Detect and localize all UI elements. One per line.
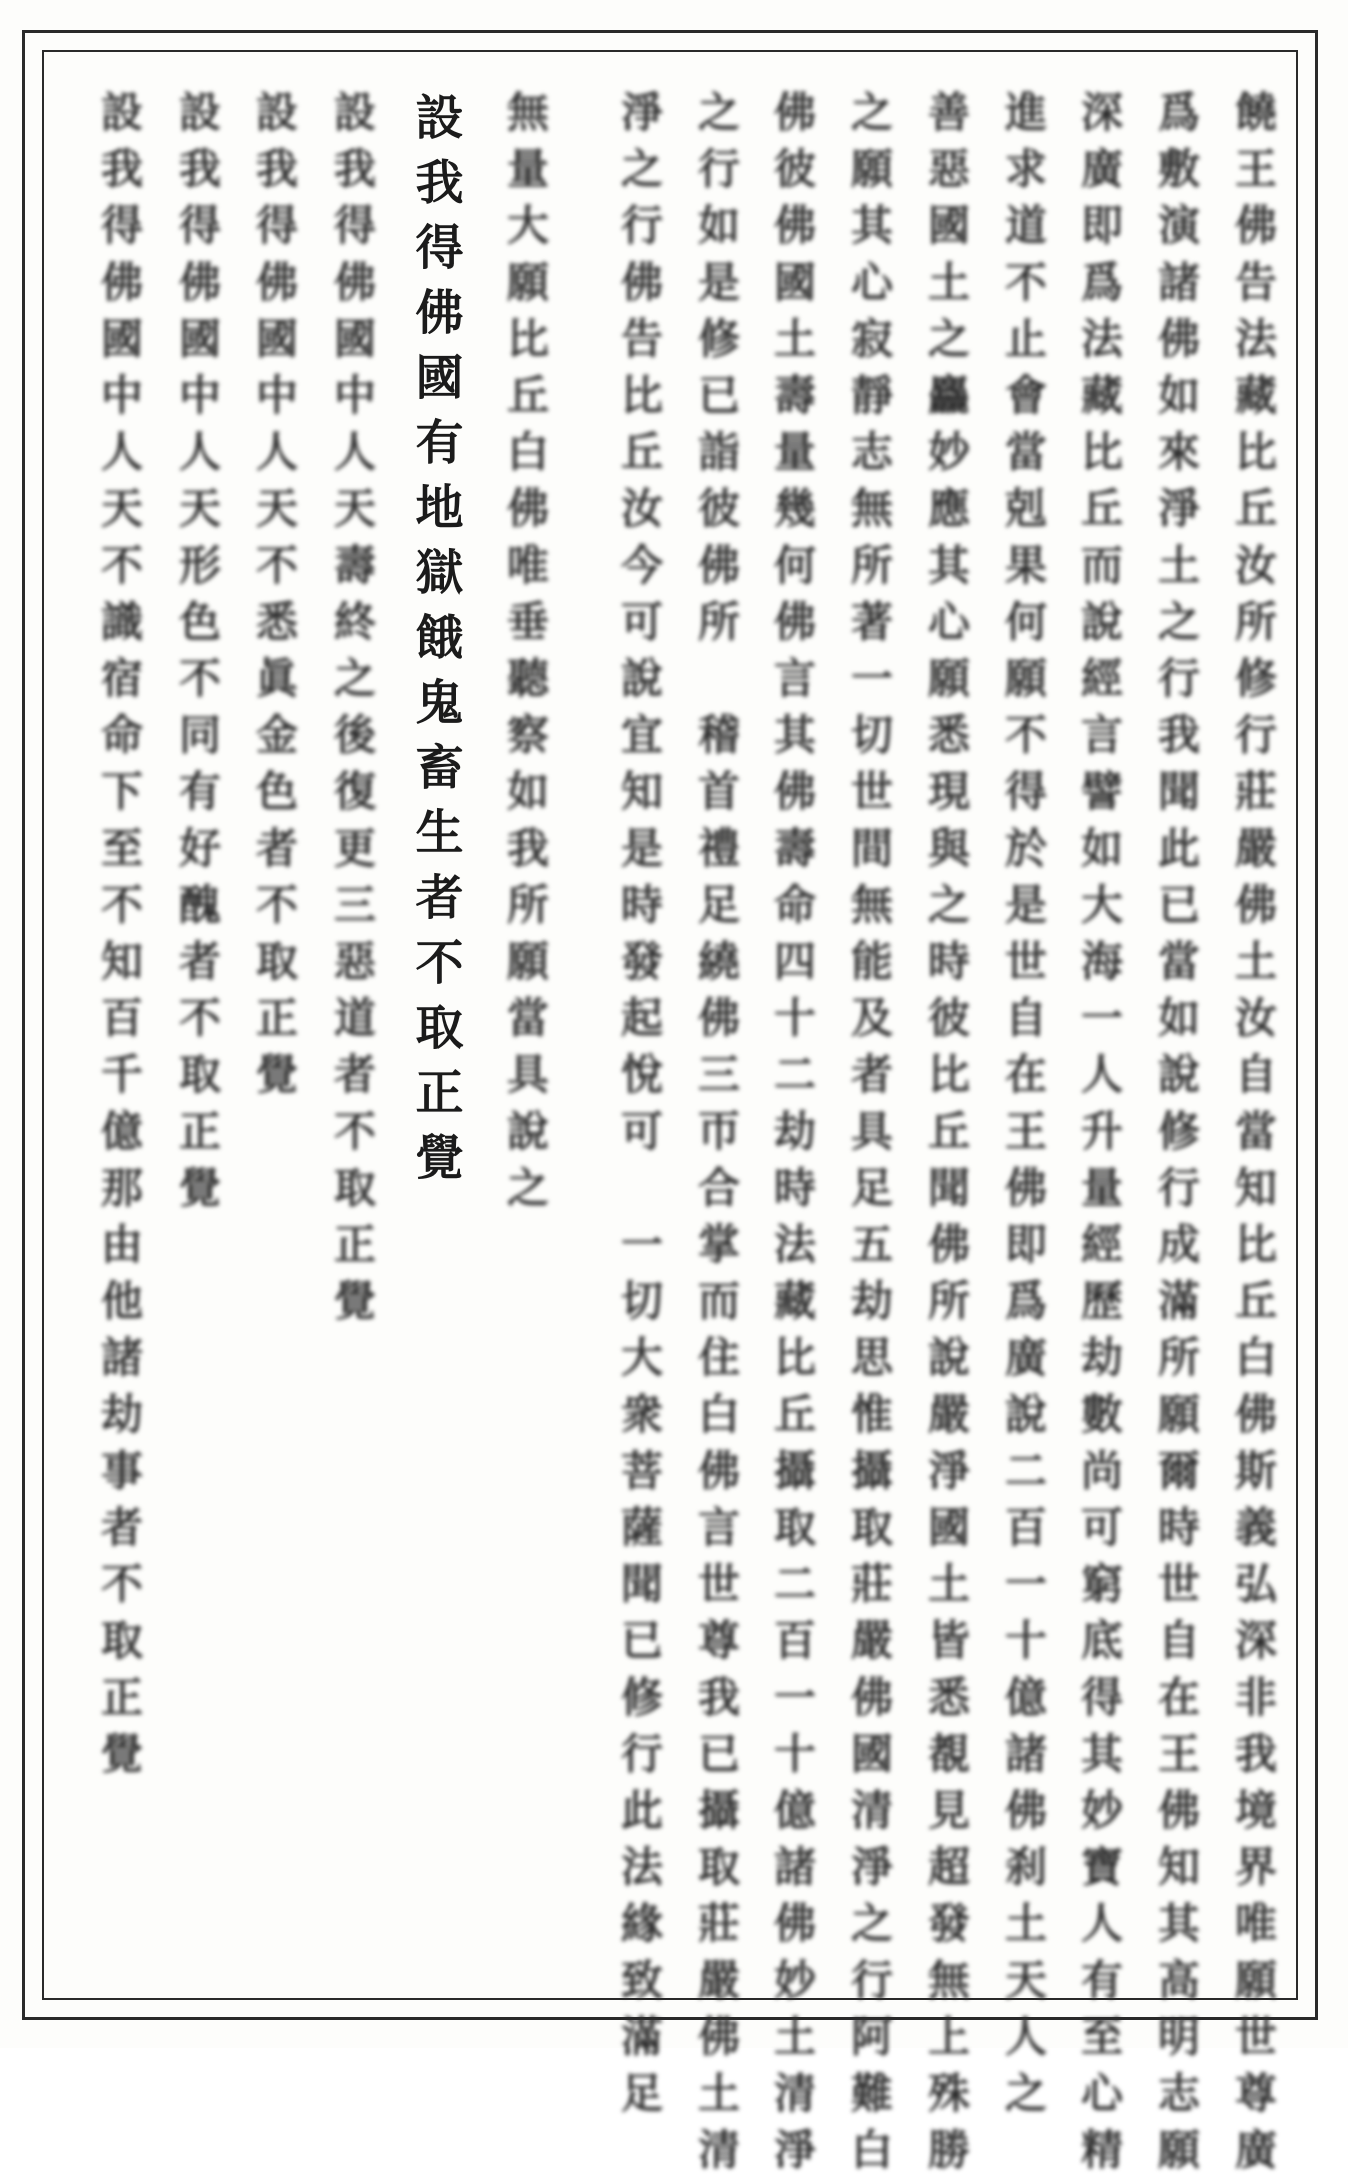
text-column-8: 之行如是修已詣彼佛所 稽首禮足繞佛三帀合掌而住白佛言世尊我已攝取莊嚴佛土清 <box>692 90 741 2184</box>
vow-column-4: 設我得佛國中人天形色不同有好醜者不取正覺 <box>173 90 222 1222</box>
text-column-10: 無量大願比丘白佛唯垂聽察如我所願當具說之 <box>501 90 550 1222</box>
text-column-3: 深廣即爲法藏比丘而說經言譬如大海一人升量經歷劫數尚可窮底得其妙寶人有至心精 <box>1075 90 1124 2184</box>
vow-column-3: 設我得佛國中人天不悉眞金色者不取正覺 <box>250 90 299 1109</box>
text-column-9: 淨之行佛告比丘汝今可說宜知是時發起悅可 一切大衆菩薩聞已修行此法緣致滿足 <box>615 90 664 2128</box>
text-column-7: 佛彼佛國土壽量幾何佛言其佛壽命四十二劫時法藏比丘攝取二百一十億諸佛妙土清淨 <box>768 90 817 2184</box>
text-column-4: 進求道不止會當剋果何願不得於是世自在王佛即爲廣說二百一十億諸佛刹土天人之 <box>999 90 1048 2128</box>
text-column-1: 饒王佛告法藏比丘汝所修行莊嚴佛土汝自當知比丘白佛斯義弘深非我境界唯願世尊廣 <box>1229 90 1278 2184</box>
text-column-5: 善惡國土之麤妙應其心願悉現與之時彼比丘聞佛所說嚴淨國土皆悉覩見超發無上殊勝 <box>922 90 971 2184</box>
vow-column-2: 設我得佛國中人天壽終之後復更三惡道者不取正覺 <box>328 90 377 1336</box>
text-column-6: 之願其心寂靜志無所著一切世間無能及者具足五劫思惟攝取莊嚴佛國清淨之行阿難白 <box>845 90 894 2184</box>
text-column-2: 爲敷演諸佛如來淨土之行我聞此已當如說修行成滿所願爾時世自在王佛知其高明志願 <box>1152 90 1201 2184</box>
vow-column-5: 設我得佛國中人天不識宿命下至不知百千億那由他諸劫事者不取正覺 <box>95 90 144 1788</box>
vow-heading-column: 設我得佛國有地獄餓鬼畜生者不取正覺 <box>407 92 463 1197</box>
